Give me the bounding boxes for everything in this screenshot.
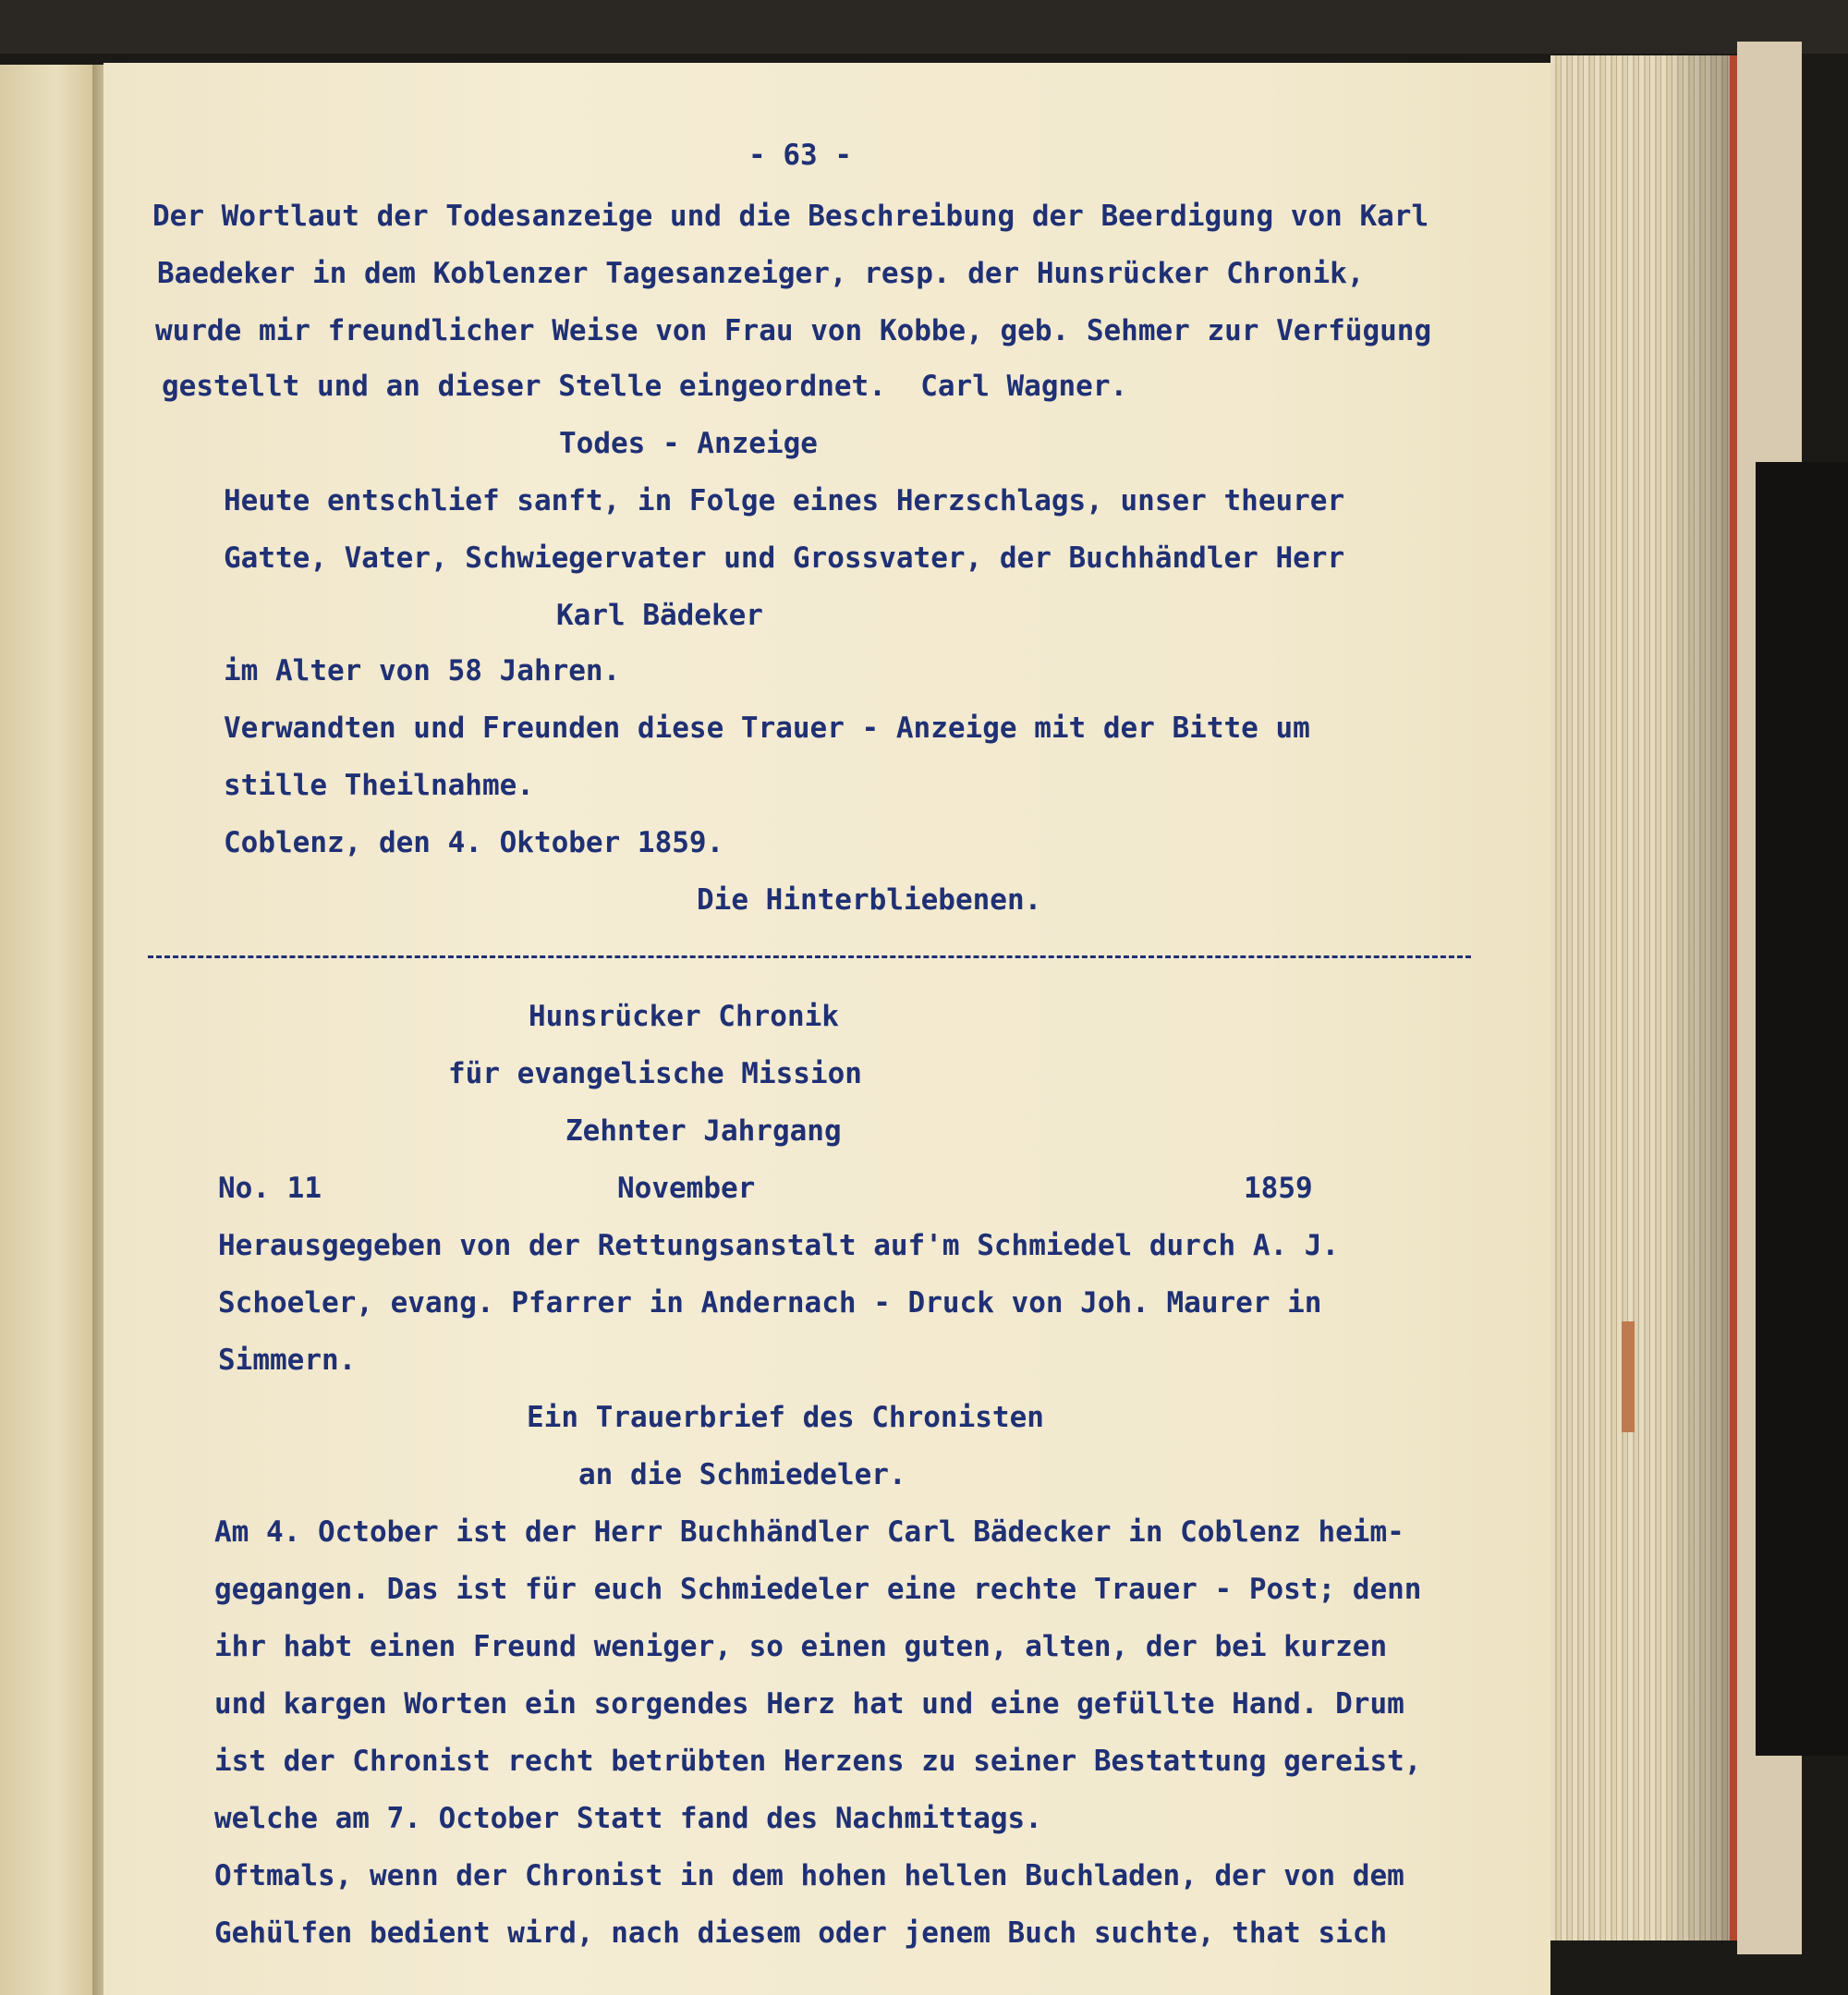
- chronicle-month: November: [617, 1172, 756, 1205]
- publisher-line-3: Simmern.: [218, 1344, 357, 1377]
- publisher-line-1: Herausgegeben von der Rettungsanstalt auf'm Schmiedel durch A. J.: [218, 1229, 1340, 1262]
- notice-line-2: Gatte, Vater, Schwiegervater und Grossvater, der Buchhändler Herr: [224, 541, 1345, 575]
- notice-line-4: stille Theilnahme.: [224, 769, 534, 802]
- notice-place-date: Coblenz, den 4. Oktober 1859.: [224, 826, 724, 859]
- notice-name: Karl Bädeker: [556, 599, 763, 632]
- letter-line-1: Am 4. October ist der Herr Buchhändler Carl Bädecker in Coblenz heim-: [214, 1515, 1404, 1549]
- bookmark-tab: [1622, 1321, 1635, 1432]
- letter-line-7: Oftmals, wenn der Chronist in dem hohen hellen Buchladen, der von dem: [214, 1859, 1404, 1892]
- intro-line-2: Baedeker in dem Koblenzer Tagesanzeiger, resp. der Hunsrücker Chronik,: [157, 257, 1365, 290]
- page-number: - 63 -: [748, 139, 852, 172]
- notice-line-3: Verwandten und Freunden diese Trauer - Anzeige mit der Bitte um: [224, 712, 1310, 745]
- chronicle-number: No. 11: [218, 1172, 322, 1205]
- intro-line-4: gestellt und an dieser Stelle eingeordnet. Carl Wagner.: [162, 370, 1128, 403]
- chronicle-title: Hunsrücker Chronik: [529, 1000, 839, 1033]
- separator-line: [148, 955, 1471, 958]
- letter-line-3: ihr habt einen Freund weniger, so einen guten, alten, der bei kurzen: [214, 1630, 1388, 1663]
- letter-line-2: gegangen. Das ist für euch Schmiedeler eine rechte Trauer - Post; denn: [214, 1573, 1422, 1606]
- notice-age: im Alter von 58 Jahren.: [224, 654, 621, 687]
- publisher-line-2: Schoeler, evang. Pfarrer in Andernach - Druck von Joh. Maurer in: [218, 1286, 1322, 1320]
- background-dark: [1756, 462, 1848, 1756]
- letter-subtitle: an die Schmiedeler.: [578, 1458, 906, 1491]
- intro-line-1: Der Wortlaut der Todesanzeige und die Beschreibung der Beerdigung von Karl: [152, 200, 1429, 233]
- intro-line-3: wurde mir freundlicher Weise von Frau von Kobbe, geb. Sehmer zur Verfügung: [155, 314, 1432, 347]
- letter-line-8: Gehülfen bedient wird, nach diesem oder jenem Buch suchte, that sich: [214, 1916, 1388, 1950]
- background-top-strip: [0, 0, 1848, 54]
- notice-line-1: Heute entschlief sanft, in Folge eines Herzschlags, unser theurer: [224, 484, 1345, 517]
- notice-heading: Todes - Anzeige: [559, 427, 818, 460]
- letter-title: Ein Trauerbrief des Chronisten: [527, 1401, 1044, 1434]
- left-page-edge: [0, 65, 103, 1995]
- letter-line-6: welche am 7. October Statt fand des Nachmittags.: [214, 1802, 1042, 1835]
- letter-line-4: und kargen Worten ein sorgendes Herz hat und eine gefüllte Hand. Drum: [214, 1687, 1404, 1721]
- page-edges-shadow: [1663, 55, 1735, 1940]
- letter-line-5: ist der Chronist recht betrübten Herzens zu seiner Bestattung gereist,: [214, 1745, 1422, 1778]
- chronicle-year: 1859: [1244, 1172, 1313, 1205]
- notice-signature: Die Hinterbliebenen.: [697, 883, 1042, 917]
- chronicle-volume: Zehnter Jahrgang: [565, 1114, 842, 1148]
- chronicle-subtitle: für evangelische Mission: [448, 1057, 862, 1090]
